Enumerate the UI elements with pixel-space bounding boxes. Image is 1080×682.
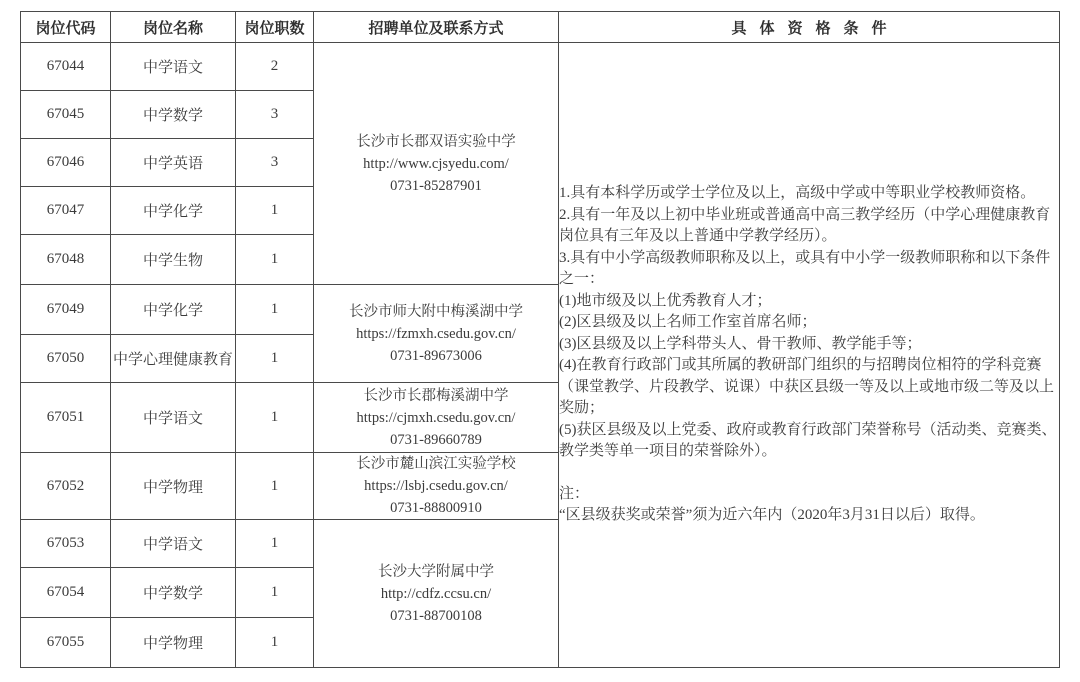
qualifications-cell bbox=[559, 43, 1060, 668]
position-count-cell: 1 bbox=[236, 453, 314, 520]
position-count-cell: 3 bbox=[236, 91, 314, 139]
position-code-cell: 67053 bbox=[21, 520, 111, 568]
header-position-count: 岗位职数 bbox=[236, 12, 314, 43]
position-name-cell: 中学语文 bbox=[111, 383, 236, 453]
position-code-cell: 67050 bbox=[21, 335, 111, 383]
position-count-cell: 1 bbox=[236, 335, 314, 383]
header-position-code: 岗位代码 bbox=[21, 12, 111, 43]
header-qualifications-label: 具体资格条件 bbox=[731, 20, 900, 37]
recruiting-unit-cell bbox=[314, 43, 559, 285]
table-row bbox=[21, 43, 1060, 91]
header-recruiting-unit: 招聘单位及联系方式 bbox=[314, 12, 559, 43]
position-count-cell: 1 bbox=[236, 383, 314, 453]
position-name-cell: 中学化学 bbox=[111, 285, 236, 335]
unit-phone: 0731-89660789 bbox=[390, 431, 482, 448]
position-name-cell: 中学物理 bbox=[111, 618, 236, 668]
unit-phone: 0731-88800910 bbox=[390, 500, 482, 516]
unit-name: 长沙大学附属中学 bbox=[378, 563, 494, 580]
recruitment-table bbox=[20, 11, 1060, 668]
position-name-cell: 中学语文 bbox=[111, 43, 236, 91]
position-code-cell: 67055 bbox=[21, 618, 111, 668]
position-count-cell: 1 bbox=[236, 187, 314, 235]
unit-url: http://cdfz.ccsu.cn/ bbox=[380, 585, 492, 602]
qualification-item: (4)在教育行政部门或其所属的教研部门组织的与招聘岗位相符的学科竞赛（课堂教学、片段教学、说课）中获区县级一等及以上或地市级二等及以上奖励； bbox=[559, 357, 1055, 417]
unit-url: https://fzmxh.csedu.gov.cn/ bbox=[356, 325, 516, 342]
header-row bbox=[21, 12, 1060, 43]
position-count-cell: 1 bbox=[236, 520, 314, 568]
position-name-cell: 中学语文 bbox=[111, 520, 236, 568]
qualification-item: 2.具有一年及以上初中毕业班或普通高中高三教学经历（中学心理健康教育岗位具有三年及以上普通中学教学经历）。 bbox=[559, 206, 1051, 245]
position-code-cell: 67045 bbox=[21, 91, 111, 139]
qualifications-text bbox=[559, 183, 1059, 527]
position-count-cell: 1 bbox=[236, 568, 314, 618]
recruiting-unit-cell bbox=[314, 285, 559, 383]
header-qualifications bbox=[559, 12, 1060, 43]
position-count-cell: 3 bbox=[236, 139, 314, 187]
unit-name: 长沙市师大附中梅溪湖中学 bbox=[349, 303, 523, 320]
position-code-cell: 67047 bbox=[21, 187, 111, 235]
position-count-cell: 1 bbox=[236, 235, 314, 285]
position-code-cell: 67051 bbox=[21, 383, 111, 453]
position-name-cell: 中学数学 bbox=[111, 91, 236, 139]
unit-phone: 0731-85287901 bbox=[390, 177, 482, 194]
recruiting-unit-cell bbox=[314, 520, 559, 668]
qualification-item: (1)地市级及以上优秀教育人才； bbox=[559, 292, 772, 309]
position-name-cell: 中学数学 bbox=[111, 568, 236, 618]
position-code-cell: 67048 bbox=[21, 235, 111, 285]
position-name-cell: 中学英语 bbox=[111, 139, 236, 187]
position-name-cell: 中学心理健康教育 bbox=[111, 335, 236, 383]
position-code-cell: 67044 bbox=[21, 43, 111, 91]
unit-url: https://cjmxh.csedu.gov.cn/ bbox=[356, 409, 516, 426]
note-text: “区县级获奖或荣誉”须为近六年内（2020年3月31日以后）取得。 bbox=[559, 507, 985, 524]
position-code-cell: 67049 bbox=[21, 285, 111, 335]
qualification-item: 1.具有本科学历或学士学位及以上，高级中学或中等职业学校教师资格。 bbox=[559, 185, 1036, 202]
qualification-item: (5)获区县级及以上党委、政府或教育行政部门荣誉称号（活动类、竞赛类、教学类等单一项目的荣誉除外）。 bbox=[559, 421, 1057, 460]
position-name-cell: 中学物理 bbox=[111, 453, 236, 520]
unit-name: 长沙市长郡双语实验中学 bbox=[356, 133, 516, 150]
unit-url: https://lsbj.csedu.gov.cn/ bbox=[364, 478, 508, 494]
position-count-cell: 1 bbox=[236, 285, 314, 335]
position-count-cell: 1 bbox=[236, 618, 314, 668]
unit-url: http://www.cjsyedu.com/ bbox=[363, 155, 509, 172]
unit-name: 长沙市麓山滨江实验学校 bbox=[356, 456, 516, 472]
qualification-item: 3.具有中小学高级教师职称及以上，或具有中小学一级教师职称和以下条件之一： bbox=[559, 249, 1051, 288]
position-code-cell: 67046 bbox=[21, 139, 111, 187]
position-name-cell: 中学化学 bbox=[111, 187, 236, 235]
position-code-cell: 67054 bbox=[21, 568, 111, 618]
position-code-cell: 67052 bbox=[21, 453, 111, 520]
recruiting-unit-cell bbox=[314, 383, 559, 453]
unit-name: 长沙市长郡梅溪湖中学 bbox=[363, 387, 509, 404]
position-name-cell: 中学生物 bbox=[111, 235, 236, 285]
recruiting-unit-cell bbox=[314, 453, 559, 520]
unit-phone: 0731-88700108 bbox=[390, 607, 482, 624]
note-label: 注： bbox=[559, 485, 590, 502]
header-position-name: 岗位名称 bbox=[111, 12, 236, 43]
qualification-item: (2)区县级及以上名师工作室首席名师； bbox=[559, 314, 817, 331]
unit-phone: 0731-89673006 bbox=[390, 347, 482, 364]
qualification-item: (3)区县级及以上学科带头人、骨干教师、教学能手等； bbox=[559, 335, 922, 352]
position-count-cell: 2 bbox=[236, 43, 314, 91]
